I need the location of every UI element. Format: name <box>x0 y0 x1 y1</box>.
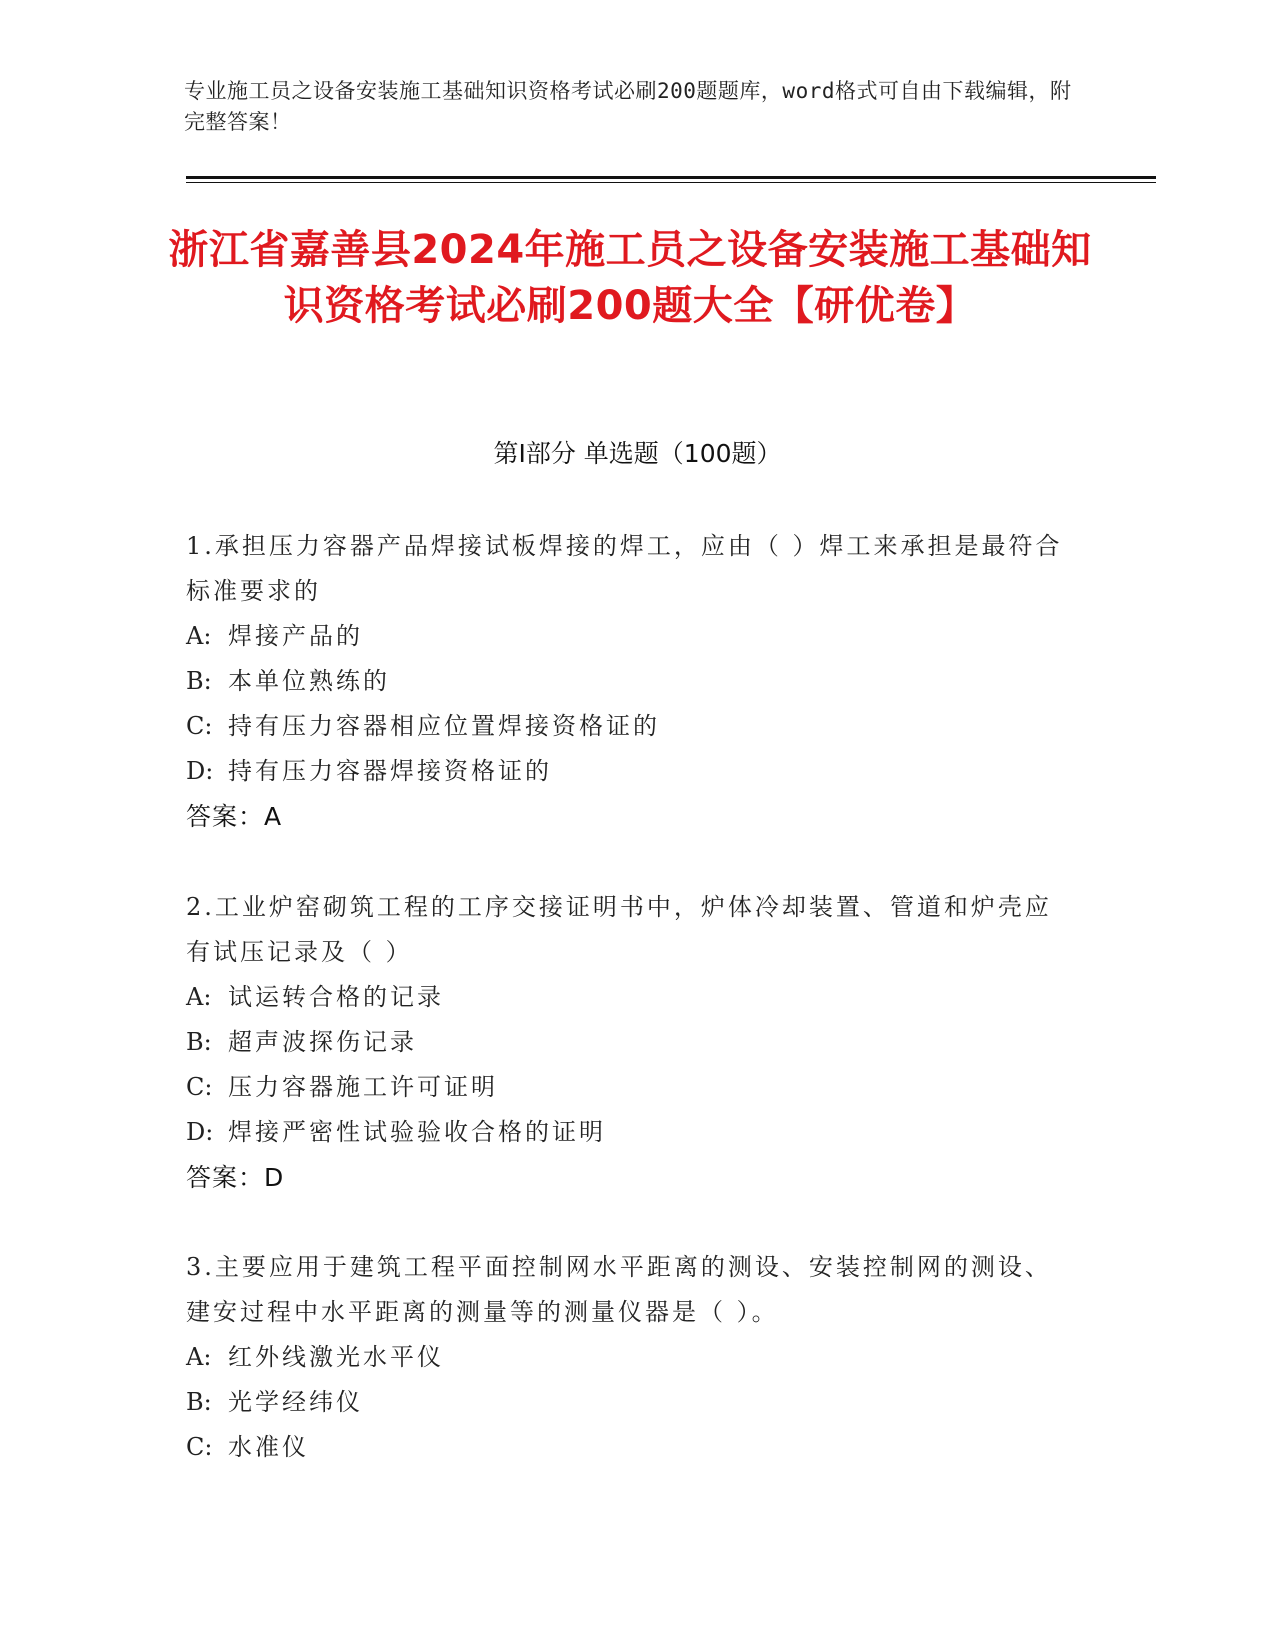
document-title: 浙江省嘉善县2024年施工员之设备安装施工基础知识资格考试必刷200题大全【研优卷】 <box>168 227 1092 329</box>
option-c <box>186 1425 1066 1470</box>
option-text: 焊接产品的 <box>228 622 363 650</box>
answer-label: 答案： <box>186 1163 265 1192</box>
option-text: 光学经纬仪 <box>228 1388 363 1416</box>
option-key: A: <box>186 983 212 1011</box>
option-text: 持有压力容器焊接资格证的 <box>228 757 552 785</box>
answer-label: 答案： <box>186 802 265 831</box>
option-b <box>186 1380 1066 1425</box>
option-key: B: <box>186 667 212 695</box>
option-text: 焊接严密性试验验收合格的证明 <box>228 1118 606 1146</box>
option-text: 试运转合格的记录 <box>228 983 444 1011</box>
header-rule-thick <box>186 176 1156 179</box>
question-stem: 3.主要应用于建筑工程平面控制网水平距离的测设、安装控制网的测设、建安过程中水平距离的测量等的测量仪器是（ ）。 <box>186 1253 1052 1326</box>
option-a <box>186 1335 1066 1380</box>
option-c <box>186 1065 1066 1110</box>
header-rule-thin <box>186 182 1156 183</box>
option-text: 水准仪 <box>228 1433 309 1461</box>
option-key: B: <box>186 1388 212 1416</box>
question-stem: 1.承担压力容器产品焊接试板焊接的焊工，应由（ ）焊工来承担是最符合标准要求的 <box>186 532 1063 605</box>
question-1 <box>186 524 1066 839</box>
option-text: 本单位熟练的 <box>228 667 390 695</box>
question-2 <box>186 885 1066 1200</box>
option-c <box>186 704 1066 749</box>
option-text: 持有压力容器相应位置焊接资格证的 <box>228 712 660 740</box>
option-key: C: <box>186 1433 213 1461</box>
option-key: A: <box>186 1343 212 1371</box>
option-key: B: <box>186 1028 212 1056</box>
question-stem: 2.工业炉窑砌筑工程的工序交接证明书中，炉体冷却装置、管道和炉壳应有试压记录及（ ） <box>186 893 1052 966</box>
option-text: 压力容器施工许可证明 <box>228 1073 498 1101</box>
option-key: C: <box>186 1073 213 1101</box>
answer-line <box>186 1155 1066 1200</box>
section-heading: 第I部分 单选题（100题） <box>493 439 782 468</box>
question-3 <box>186 1245 1066 1470</box>
option-key: A: <box>186 622 212 650</box>
option-a <box>186 614 1066 659</box>
header-note: 专业施工员之设备安装施工基础知识资格考试必刷200题题库，word格式可自由下载编辑，附完整答案！ <box>184 79 1072 134</box>
option-key: C: <box>186 712 213 740</box>
answer-value: D <box>264 1163 285 1192</box>
option-text: 红外线激光水平仪 <box>228 1343 444 1371</box>
option-a <box>186 975 1066 1020</box>
option-d <box>186 749 1066 794</box>
option-b <box>186 659 1066 704</box>
option-b <box>186 1020 1066 1065</box>
option-key: D: <box>186 757 214 785</box>
option-key: D: <box>186 1118 214 1146</box>
option-d <box>186 1110 1066 1155</box>
answer-value: A <box>264 802 283 831</box>
answer-line <box>186 794 1066 839</box>
option-text: 超声波探伤记录 <box>228 1028 417 1056</box>
